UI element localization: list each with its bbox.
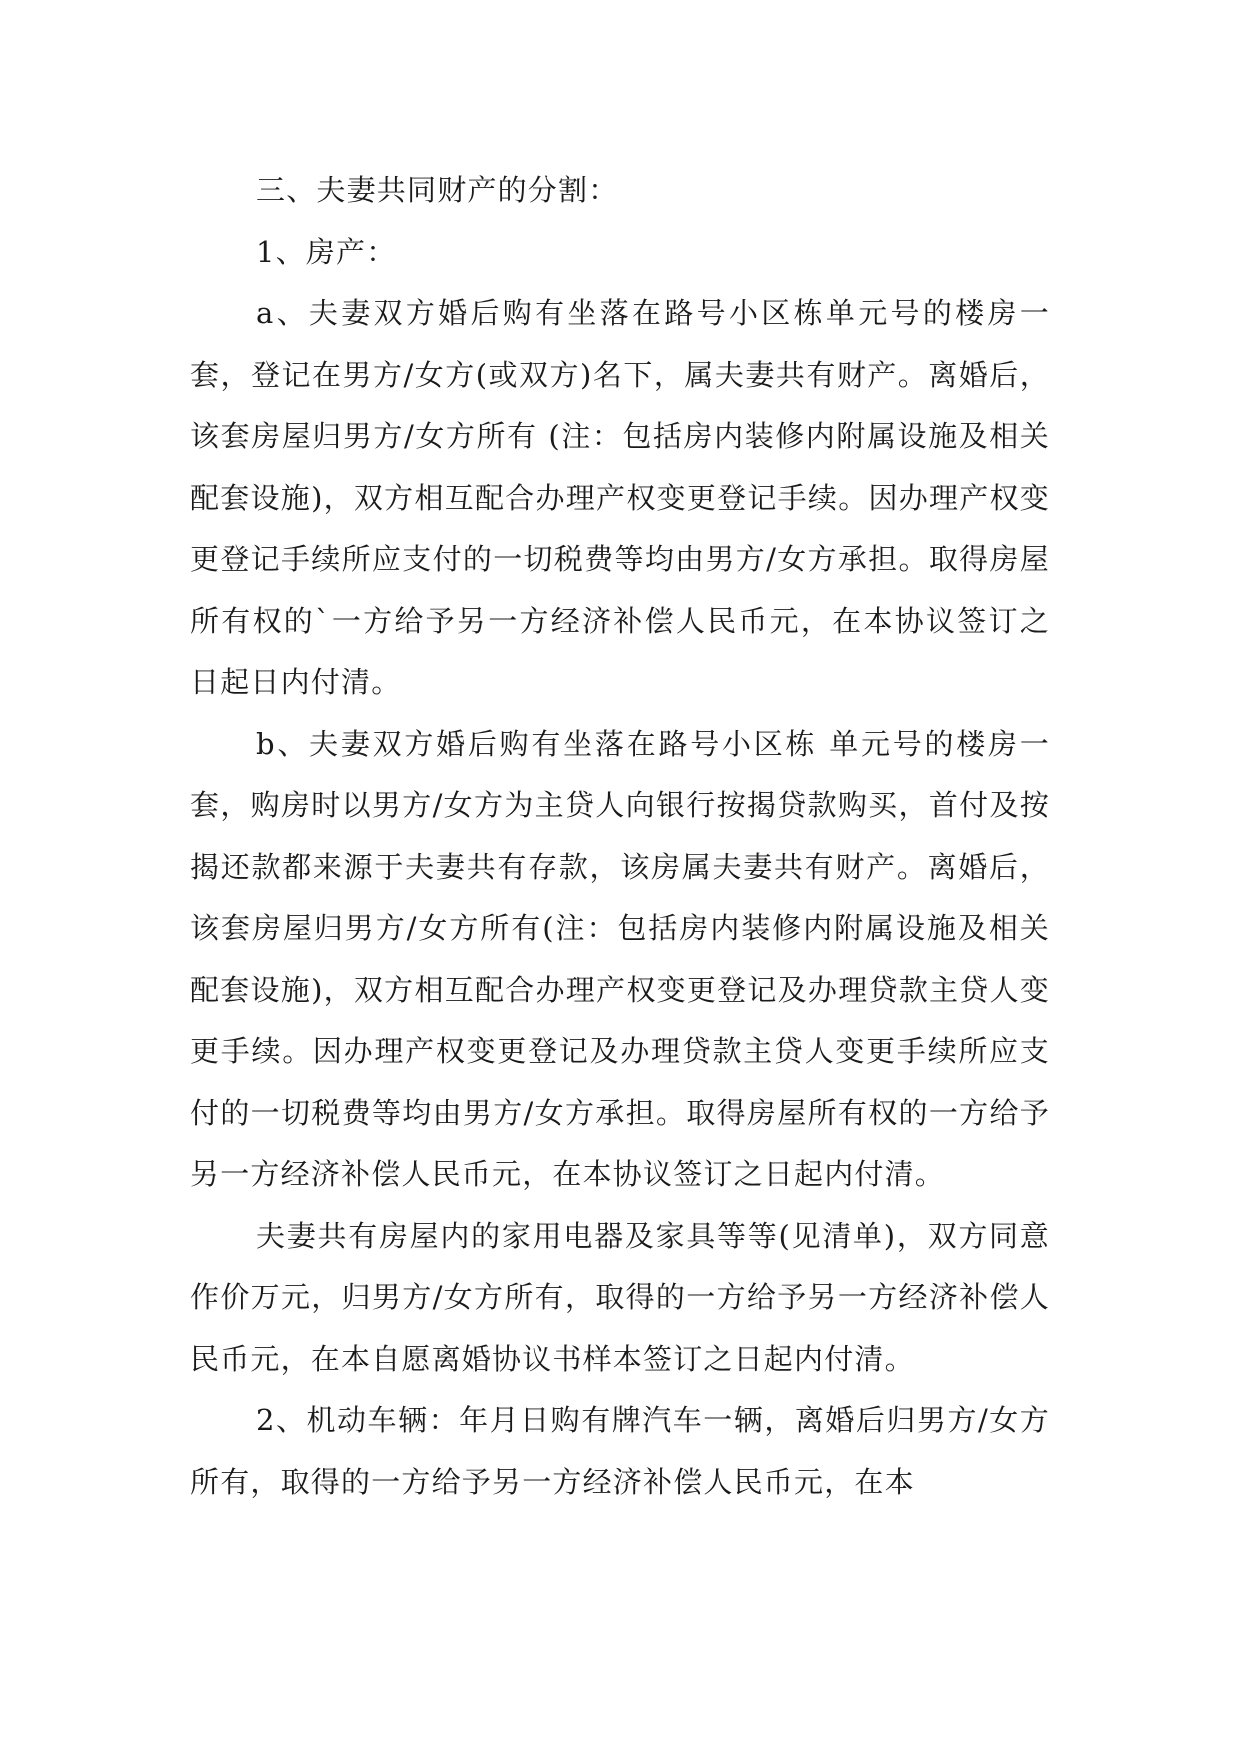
paragraph-appliances-furniture: 夫妻共有房屋内的家用电器及家具等等(见清单)，双方同意作价万元，归男方/女方所有，取得的一方给予另一方经济补偿人民币元，在本自愿离婚协议书样本签订之日起内付清。	[190, 1218, 1050, 1376]
section-heading-property-division: 三、夫妻共同财产的分割：	[256, 173, 619, 207]
document-body	[190, 160, 1050, 1513]
paragraph-house-b: b、夫妻双方婚后购有坐落在路号小区栋 单元号的楼房一套，购房时以男方/女方为主贷人向银行按揭贷款购买，首付及按揭还款都来源于夫妻共有存款，该房属夫妻共有财产。离婚后，该套房屋归男方/女方所有(注：包括房内装修内附属设施及相关配套设施)，双方相互配合办理产权变更登记及办理贷款主贷人变更手续。因办理产权变更登记及办理贷款主贷人变更手续所应支付的一切税费等均由男方/女方承担。取得房屋所有权的一方给予另一方经济补偿人民币元，在本协议签订之日起内付清。	[190, 726, 1050, 1191]
paragraph-house-a: a、夫妻双方婚后购有坐落在路号小区栋单元号的楼房一套，登记在男方/女方(或双方)名下，属夫妻共有财产。离婚后，该套房屋归男方/女方所有 (注：包括房内装修内附属设施及相关配套设施)，双方相互配合办理产权变更登记手续。因办理产权变更登记手续所应支付的一切税费等均由男方/女方承担。取得房屋所有权的`一方给予另一方经济补偿人民币元，在本协议签订之日起日内付清。	[190, 296, 1050, 699]
paragraph-motor-vehicle: 2、机动车辆：年月日购有牌汽车一辆，离婚后归男方/女方所有，取得的一方给予另一方经济补偿人民币元，在本	[190, 1403, 1050, 1499]
subsection-heading-real-estate: 1、房产：	[256, 234, 397, 269]
